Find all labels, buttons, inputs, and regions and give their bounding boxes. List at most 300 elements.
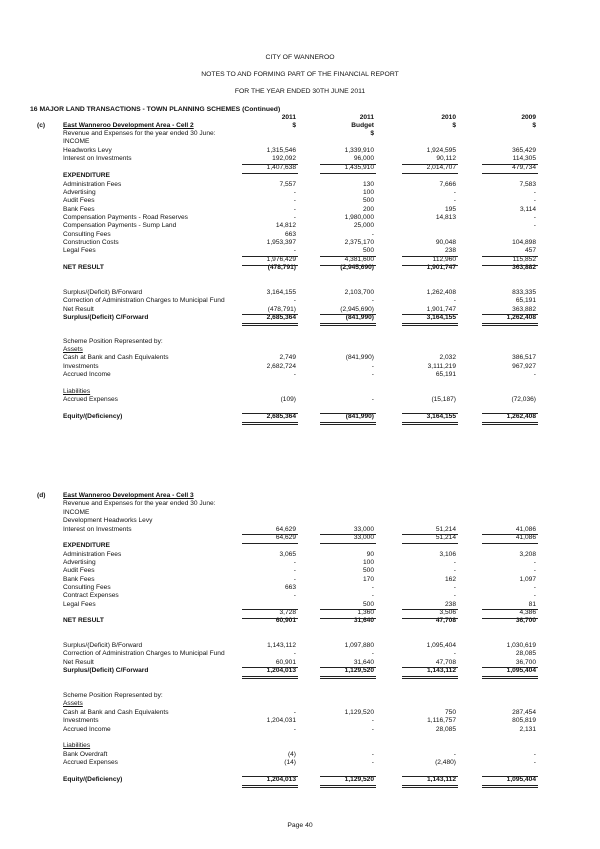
row-value: (14): [284, 759, 296, 766]
row-value: -: [453, 559, 456, 566]
row-value: 64,629: [275, 534, 296, 541]
row-value: -: [533, 759, 536, 766]
row-value: 2,749: [279, 354, 296, 361]
row-value: 1,129,520: [344, 667, 374, 674]
row-value: 14,813: [435, 214, 456, 221]
row-value: -: [293, 567, 296, 574]
row-value: 1,901,747: [426, 264, 456, 271]
row-label: Assets: [63, 346, 83, 353]
rule-line: [402, 265, 458, 266]
rule-line: [482, 609, 538, 610]
row-value: 25,000: [353, 222, 374, 229]
double-rule-line: [320, 787, 376, 788]
row-value: 60,901: [275, 659, 296, 666]
rule-line: [482, 618, 538, 619]
row-value: 1,030,619: [506, 642, 536, 649]
rule-line: [320, 776, 376, 777]
row-value: 3,208: [519, 551, 536, 558]
row-value: -: [371, 231, 374, 238]
row-label: EXPENDITURE: [63, 172, 110, 179]
row-value: 2,682,724: [266, 363, 296, 370]
row-value: 64,629: [275, 526, 296, 533]
page-number: Page 40: [287, 822, 313, 829]
row-label: Contract Expenses: [63, 592, 119, 599]
row-label: Surplus/(Deficit) C/Forward: [63, 314, 149, 321]
table-row: [0, 700, 600, 709]
row-label: Accrued Expenses: [63, 396, 118, 403]
row-value: 114,305: [512, 155, 536, 162]
row-value: (15,187): [431, 396, 456, 403]
row-value: -: [453, 197, 456, 204]
row-value: 238: [444, 601, 456, 608]
row-value: 1,980,000: [344, 214, 374, 221]
row-value: -: [293, 371, 296, 378]
row-value: 1,129,520: [344, 709, 374, 716]
row-value: -: [453, 592, 456, 599]
row-value: 1,262,408: [506, 413, 536, 420]
double-rule-line: [242, 787, 298, 788]
row-value: 41,086: [515, 534, 536, 541]
col-2010-unit: $: [452, 122, 456, 129]
row-label: Compensation Payments - Road Reserves: [63, 214, 188, 221]
row-value: -: [293, 297, 296, 304]
row-label: INCOME: [63, 509, 90, 516]
row-label: Bank Fees: [63, 576, 95, 583]
rule-line: [242, 618, 298, 619]
row-value: -: [533, 214, 536, 221]
double-rule-line: [242, 323, 298, 324]
row-value: -: [371, 584, 374, 591]
row-value: 170: [362, 576, 374, 583]
rule-line: [320, 256, 376, 257]
row-value: 90: [366, 551, 374, 558]
row-value: -: [371, 759, 374, 766]
row-value: 967,927: [512, 363, 536, 370]
row-label: Accrued Income: [63, 726, 111, 733]
row-label: Liabilities: [63, 388, 91, 395]
double-rule-line: [482, 678, 538, 679]
row-value: 1,262,408: [506, 314, 536, 321]
row-value: 1,129,520: [344, 776, 374, 783]
row-value: 238: [444, 247, 456, 254]
row-value: -: [293, 189, 296, 196]
row-label: INCOME: [63, 138, 90, 145]
row-value: 1,407,638: [266, 164, 296, 171]
double-rule-line: [482, 676, 538, 677]
row-value: 1,204,013: [266, 776, 296, 783]
row-label: Cash at Bank and Cash Equivalents: [63, 354, 169, 361]
row-value: -: [533, 197, 536, 204]
rule-line: [402, 173, 458, 174]
rule-line: [242, 534, 298, 535]
double-rule-line: [402, 787, 458, 788]
double-rule-line: [320, 676, 376, 677]
table-row: [0, 567, 600, 576]
row-value: 90,048: [435, 239, 456, 246]
row-label: NET RESULT: [63, 264, 104, 271]
row-value: 31,640: [353, 659, 374, 666]
row-value: -: [533, 751, 536, 758]
double-rule-line: [402, 678, 458, 679]
row-label: Equity/(Deficiency): [63, 776, 123, 783]
row-value: 47,708: [435, 617, 456, 624]
row-value: 3,114: [519, 206, 536, 213]
table-row: [0, 396, 600, 405]
double-rule-line: [320, 323, 376, 324]
row-value: 1,097,880: [344, 642, 374, 649]
row-label: Bank Overdraft: [63, 751, 108, 758]
rule-line: [320, 164, 376, 165]
row-value: -: [371, 726, 374, 733]
row-value: 1,143,112: [427, 776, 456, 783]
row-label: Headworks Levy: [63, 147, 112, 154]
row-value: 1,339,910: [344, 147, 374, 154]
row-value: -: [533, 567, 536, 574]
rule-line: [242, 543, 298, 544]
row-value: -: [293, 206, 296, 213]
row-value: 2,032: [439, 354, 456, 361]
row-value: 47,708: [435, 659, 456, 666]
row-value: (2,945,690): [340, 306, 374, 313]
row-value: (841,990): [345, 413, 374, 420]
row-value: 287,454: [512, 709, 536, 716]
row-value: 2,685,364: [266, 413, 296, 420]
row-value: 805,819: [512, 717, 536, 724]
row-value: 3,111,219: [427, 363, 456, 370]
row-label: Correction of Administration Charges to Municipal Fund: [63, 650, 225, 657]
row-value: 104,898: [512, 239, 536, 246]
table-row: [0, 138, 600, 147]
double-rule-line: [482, 785, 538, 786]
row-value: (478,791): [267, 306, 296, 313]
row-label: Audit Fees: [63, 197, 95, 204]
row-value: (2,480): [435, 759, 456, 766]
row-value: 1,262,408: [426, 289, 456, 296]
row-value: 500: [362, 197, 374, 204]
row-value: 2,685,364: [266, 314, 296, 321]
row-value: -: [533, 222, 536, 229]
row-label: Liabilities: [63, 742, 91, 749]
row-value: 1,095,404: [426, 642, 456, 649]
part-d-title: East Wanneroo Development Area - Cell 3: [63, 492, 194, 499]
row-label: Scheme Position Represented by:: [63, 338, 163, 345]
row-value: 363,882: [512, 264, 536, 271]
row-value: -: [453, 567, 456, 574]
row-label: Administration Fees: [63, 181, 122, 188]
row-value: 1,204,031: [266, 717, 296, 724]
part-d-desc: Revenue and Expenses for the year ended 30 June:: [63, 500, 216, 507]
row-value: 750: [444, 709, 456, 716]
row-value: 365,429: [512, 147, 536, 154]
row-label: Surplus/(Deficit) B/Forward: [63, 289, 143, 296]
row-value: -: [371, 363, 374, 370]
row-value: (72,036): [511, 396, 536, 403]
row-label: EXPENDITURE: [63, 542, 110, 549]
row-value: (478,791): [267, 264, 296, 271]
col-budget-label: Budget: [351, 122, 374, 129]
row-value: 115,852: [512, 256, 536, 263]
double-rule-line: [402, 325, 458, 326]
row-value: 51,214: [435, 534, 456, 541]
row-value: 1,315,546: [266, 147, 296, 154]
document-subtitle: NOTES TO AND FORMING PART OF THE FINANCIAL REPORT: [201, 71, 399, 78]
row-value: 1,924,595: [426, 147, 456, 154]
row-value: 7,666: [439, 181, 456, 188]
col-budget-unit: $: [370, 130, 374, 137]
double-rule-line: [242, 678, 298, 679]
double-rule-line: [320, 325, 376, 326]
part-c-marker: (c): [37, 122, 46, 129]
col-2009-unit: $: [532, 122, 536, 129]
double-rule-line: [320, 785, 376, 786]
row-value: -: [293, 726, 296, 733]
rule-line: [482, 164, 538, 165]
row-value: 1,116,757: [427, 717, 456, 724]
row-value: -: [293, 197, 296, 204]
row-value: 112,960: [432, 256, 456, 263]
row-value: 2,375,170: [344, 239, 374, 246]
double-rule-line: [482, 424, 538, 425]
row-label: Accrued Income: [63, 371, 111, 378]
row-value: -: [371, 297, 374, 304]
row-value: 7,557: [279, 181, 296, 188]
row-label: Advertising: [63, 189, 96, 196]
row-label: Net Result: [63, 659, 94, 666]
double-rule-line: [320, 424, 376, 425]
row-value: 457: [524, 247, 536, 254]
row-value: -: [293, 247, 296, 254]
row-value: (841,990): [345, 314, 374, 321]
rule-line: [482, 256, 538, 257]
row-value: 28,085: [435, 726, 456, 733]
rule-line: [402, 618, 458, 619]
rule-line: [320, 534, 376, 535]
row-value: 4,381,600: [344, 256, 374, 263]
row-value: 3,164,155: [426, 314, 456, 321]
row-label: Net Result: [63, 306, 94, 313]
row-value: -: [371, 717, 374, 724]
row-value: -: [453, 650, 456, 657]
rule-line: [320, 543, 376, 544]
row-label: Investments: [63, 717, 99, 724]
double-rule-line: [402, 785, 458, 786]
row-value: -: [293, 650, 296, 657]
table-row: [0, 717, 600, 726]
rule-line: [402, 543, 458, 544]
rule-line: [482, 543, 538, 544]
double-rule-line: [242, 424, 298, 425]
rule-line: [482, 413, 538, 414]
row-value: 1,097: [519, 576, 536, 583]
row-value: 36,700: [515, 617, 536, 624]
table-row: [0, 742, 600, 751]
part-d-marker: (d): [37, 492, 46, 499]
row-value: -: [533, 559, 536, 566]
col-budget-year: 2011: [359, 114, 374, 121]
row-value: 500: [362, 247, 374, 254]
rule-line: [482, 776, 538, 777]
row-label: Legal Fees: [63, 601, 96, 608]
double-rule-line: [242, 325, 298, 326]
row-value: (841,990): [345, 354, 374, 361]
table-row: [0, 517, 600, 526]
row-value: 833,335: [512, 289, 536, 296]
document-period: FOR THE YEAR ENDED 30TH JUNE 2011: [234, 88, 366, 95]
row-value: 1,204,013: [266, 667, 296, 674]
rule-line: [402, 534, 458, 535]
row-value: -: [453, 751, 456, 758]
row-value: 2,103,700: [344, 289, 374, 296]
row-label: Audit Fees: [63, 567, 95, 574]
row-value: 65,191: [435, 371, 456, 378]
table-row: [0, 297, 600, 306]
double-rule-line: [402, 422, 458, 423]
rule-line: [402, 164, 458, 165]
double-rule-line: [320, 422, 376, 423]
row-label: Cash at Bank and Cash Equivalents: [63, 709, 169, 716]
rule-line: [402, 667, 458, 668]
row-value: -: [293, 576, 296, 583]
row-value: 3,164,155: [426, 413, 456, 420]
rule-line: [402, 609, 458, 610]
double-rule-line: [242, 785, 298, 786]
row-value: 162: [444, 576, 456, 583]
row-label: Surplus/(Deficit) C/Forward: [63, 667, 149, 674]
row-value: -: [371, 650, 374, 657]
row-value: 1,901,747: [426, 306, 456, 313]
row-value: 65,191: [515, 297, 536, 304]
row-value: -: [293, 709, 296, 716]
row-value: -: [453, 584, 456, 591]
row-label: Scheme Position Represented by:: [63, 692, 163, 699]
rule-line: [482, 667, 538, 668]
col-2011-year: 2011: [281, 114, 296, 121]
row-value: 1,976,429: [266, 256, 296, 263]
row-value: 3,106: [439, 551, 456, 558]
double-rule-line: [320, 678, 376, 679]
row-value: 1,095,404: [506, 776, 536, 783]
row-value: 386,517: [512, 354, 536, 361]
row-value: -: [293, 559, 296, 566]
row-value: 100: [362, 189, 374, 196]
row-value: 663: [284, 584, 296, 591]
part-c-desc: Revenue and Expenses for the year ended 30 June:: [63, 130, 216, 137]
row-label: Consulting Fees: [63, 231, 111, 238]
row-label: Construction Costs: [63, 239, 119, 246]
row-value: 363,882: [512, 306, 536, 313]
row-label: NET RESULT: [63, 617, 104, 624]
document-org: CITY OF WANNEROO: [265, 54, 335, 61]
col-2010-year: 2010: [441, 114, 456, 121]
part-d-desc-row: [0, 500, 600, 509]
table-row: [0, 759, 600, 768]
rule-line: [242, 609, 298, 610]
row-value: 96,000: [353, 155, 374, 162]
rule-line: [320, 314, 376, 315]
row-value: 36,700: [515, 659, 536, 666]
rule-line: [320, 413, 376, 414]
row-value: 663: [284, 231, 296, 238]
row-label: Accrued Expenses: [63, 759, 118, 766]
row-value: -: [371, 396, 374, 403]
table-row: [0, 726, 600, 735]
row-label: Surplus/(Deficit) B/Forward: [63, 642, 143, 649]
row-label: Compensation Payments - Sump Land: [63, 222, 177, 229]
table-row: [0, 371, 600, 380]
part-c-title: East Wanneroo Development Area - Cell 2: [63, 122, 194, 129]
double-rule-line: [482, 325, 538, 326]
row-value: 33,000: [353, 534, 374, 541]
rule-line: [242, 776, 298, 777]
row-value: 200: [362, 206, 374, 213]
rule-line: [320, 173, 376, 174]
double-rule-line: [402, 323, 458, 324]
row-value: 2,131: [519, 726, 536, 733]
row-value: -: [453, 297, 456, 304]
rule-line: [242, 164, 298, 165]
row-value: 500: [362, 567, 374, 574]
row-value: -: [533, 189, 536, 196]
double-rule-line: [482, 323, 538, 324]
double-rule-line: [242, 676, 298, 677]
row-value: 28,085: [515, 650, 536, 657]
row-value: 51,214: [435, 526, 456, 533]
row-value: -: [533, 592, 536, 599]
row-value: 4,386: [519, 609, 536, 616]
table-row: [0, 592, 600, 601]
rule-line: [320, 609, 376, 610]
row-value: 90,112: [436, 155, 456, 162]
row-label: Legal Fees: [63, 247, 96, 254]
section-title: 16 MAJOR LAND TRANSACTIONS - TOWN PLANNING SCHEMES (Continued): [30, 106, 281, 113]
row-value: 195: [444, 206, 456, 213]
row-value: (109): [280, 396, 296, 403]
row-value: 3,065: [279, 551, 296, 558]
row-value: 31,640: [353, 617, 374, 624]
rule-line: [242, 265, 298, 266]
row-value: 100: [362, 559, 374, 566]
double-rule-line: [242, 422, 298, 423]
row-value: 81: [528, 601, 536, 608]
row-label: Equity/(Deficiency): [63, 413, 123, 420]
row-value: -: [453, 189, 456, 196]
row-label: Consulting Fees: [63, 584, 111, 591]
row-value: 2,014,707: [426, 164, 456, 171]
row-value: -: [533, 371, 536, 378]
row-label: Assets: [63, 700, 83, 707]
row-value: (2,945,690): [340, 264, 374, 271]
rule-line: [402, 256, 458, 257]
row-value: 1,360: [357, 609, 374, 616]
table-row: [0, 650, 600, 659]
row-value: 3,728: [279, 609, 296, 616]
row-value: -: [293, 214, 296, 221]
rule-line: [482, 265, 538, 266]
rule-line: [482, 314, 538, 315]
row-label: Investments: [63, 363, 99, 370]
rule-line: [320, 265, 376, 266]
row-value: (4): [287, 751, 296, 758]
row-value: -: [371, 592, 374, 599]
row-label: Correction of Administration Charges to Municipal Fund: [63, 297, 225, 304]
row-value: 33,000: [353, 526, 374, 533]
col-2009-year: 2009: [521, 114, 536, 121]
row-label: Interest on Investments: [63, 155, 132, 162]
row-value: 7,583: [519, 181, 536, 188]
row-label: Administration Fees: [63, 551, 122, 558]
rule-line: [402, 413, 458, 414]
row-value: 3,164,155: [266, 289, 296, 296]
